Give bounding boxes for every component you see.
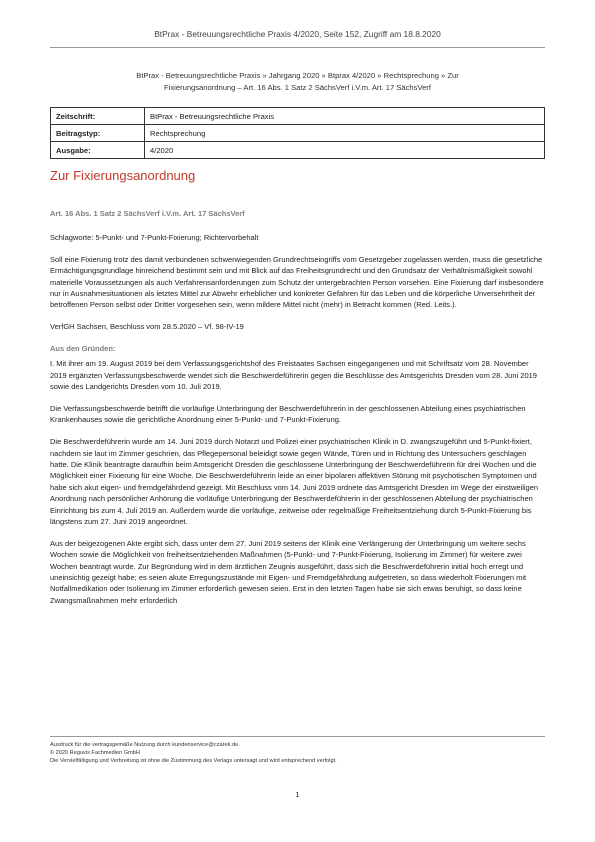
metadata-row-journal — [51, 108, 545, 125]
breadcrumb-line-2: Fixierungsanordnung – Art. 16 Abs. 1 Satz 2 SächsVerf i.V.m. Art. 17 SächsVerf — [164, 83, 431, 92]
article-title: Zur Fixierungsanordnung — [50, 168, 196, 183]
metadata-table — [50, 107, 545, 159]
header-divider — [50, 47, 545, 48]
norm-reference: Art. 16 Abs. 1 Satz 2 SächsVerf i.V.m. Art. 17 SächsVerf — [50, 209, 245, 218]
body-paragraph: I. Mit ihrer am 19. August 2019 bei dem Verfassungsgerichtshof des Freistaates Sachsen eingegangenen und mit Schriftsatz vom 28. November 2019 ergänzten Verfassungsbeschwerde wendet sich die Beschwerdeführerin gegen die Beschlüsse des Amtsgerichts Dresden vom 28. Juni 2019 sowie des Landgerichts Dresden vom 10. Juli 2019. — [50, 359, 537, 392]
metadata-key: Zeitschrift: — [51, 108, 145, 125]
page-number: 1 — [295, 790, 300, 799]
metadata-value: BtPrax - Betreuungsrechtliche Praxis — [145, 108, 545, 125]
footer — [50, 741, 545, 766]
keywords: Schlagworte: 5-Punkt- und 7-Punkt-Fixierung; Richtervorbehalt — [50, 232, 259, 242]
body-paragraph: Die Verfassungsbeschwerde betrifft die vorläufige Unterbringung der Beschwerdeführerin in der geschlossenen Abteilung eines psychiatrischen Krankenhauses sowie die gerichtliche Anordnung einer 5-Punkt- und 7-Punkt-Fixierung. — [50, 403, 526, 425]
body-paragraph: Aus der beigezogenen Akte ergibt sich, dass unter dem 27. Juni 2019 seitens der Klinik eine Verlängerung der Unterbringung um weitere sechs Wochen sowie die Möglichkeit von freiheitsentziehenden Maßnahmen (5-Punkt- und 7-Punkt-Fixierung, Isolierung im Zimmer) für weitere zwei Wochen beantragt wurde. Zur Begründung wird in dem ärztlichen Zeugnis ausgeführt, dass sich die Beschwerdeführerin initial hoch erregt und uneinsichtig gezeigt habe; es seien akute Erregungszustände mit Eigen- und Fremdgefährdung aufgetreten, so dass wiederholt Fixierungen mit Notfallmedikation oder Isolierung im Zimmer erforderlich gewesen seien. Erst in den letzten Tagen habe sie sich etwas beruhigt, so dass keine Zwangsmaßnahmen mehr erforderlich — [50, 538, 527, 605]
footer-divider — [50, 736, 545, 737]
metadata-value: Rechtsprechung — [145, 125, 545, 142]
footer-copyright: © 2020 Reguvis Fachmedien GmbH — [50, 750, 140, 757]
metadata-row-issue — [51, 142, 545, 159]
metadata-row-type — [51, 125, 545, 142]
footer-usage-note: Ausdruck für die vertragsgemäße Nutzung durch kundenservice@czarek.de. — [50, 742, 240, 748]
running-header: BtPrax - Betreuungsrechtliche Praxis 4/2020, Seite 152, Zugriff am 18.8.2020 — [154, 29, 441, 39]
reasons-heading: Aus den Gründen: — [50, 343, 116, 353]
metadata-value: 4/2020 — [145, 142, 545, 159]
article-body — [50, 208, 545, 617]
footer-legal-notice: Die Vervielfältigung und Verbreitung ist ohne die Zustimmung des Verlags untersagt und wird entsprechend verfolgt. — [50, 758, 337, 765]
breadcrumb-line-1: BtPrax - Betreuungsrechtliche Praxis » Jahrgang 2020 » Btprax 4/2020 » Rechtsprechung » Zur — [136, 71, 459, 80]
body-paragraph: Die Beschwerdeführerin wurde am 14. Juni 2019 durch Notarzt und Polizei einer psychiatrischen Klinik in D. zwangszugeführt und 5-Punkt-fixiert, nachdem sie laut im Zimmer geschrien, das Pflegepersonal beleidigt sowie gegen Wände, Türen und in Richtung des Untersuchers geschlagen hatte. Die Klinik beantragte daraufhin beim Amtsgericht Dresden die geschlossene Unterbringung der Beschwerdeführerin für drei Wochen und die Möglichkeit einer Fixierung für eine Woche. Die Beschwerdeführerin leide an einer bipolaren affektiven Störung mit psychotischen Symptomen und habe sich akut eigen- und fremdgefährdend gezeigt. Mit Beschluss vom 14. Juni 2019 ordnete das Amtsgericht Dresden im Wege der einstweiligen Anordnung nach persönlicher Anhörung die vorläufige Unterbringung der Beschwerdeführerin in der geschlossenen Abteilung der psychiatrischen Einrichtung bis zum 4. Juli 2019 an. Außerdem wurde die vorläufige, zeitweise oder regelmäßige Freiheitsentziehung durch 5-Punkt-Fixierung bis längstens zum 27. Juni 2019 angeordnet. — [50, 437, 539, 526]
breadcrumb — [60, 70, 535, 94]
court-citation: VerfGH Sachsen, Beschluss vom 28.5.2020 – Vf. 98-IV-19 — [50, 322, 244, 332]
headnote: Soll eine Fixierung trotz des damit verbundenen schwerwiegenden Grundrechtseingriffs vom Gesetzgeber zugelassen werden, muss die gesetzliche Ermächtigungsgrundlage hinreichend bestimmt sein und mit Blick auf das Freiheitsgrundrecht und den Grundsatz der Verhältnismäßigkeit sowohl materielle Voraussetzungen als auch Verfahrensanforderungen zum Schutz der untergebrachten Person vorsehen. Eine Fixierung darf insbesondere nur in Ausnahmesituationen als letztes Mittel zur Abwehr erheblicher und konkreter Gefahren für das Leben und die körperliche Unversehrtheit der betroffenen Person selbst oder Dritter vorgesehen sein, wenn mildere Mittel nicht (mehr) in Betracht kommen (Red. Leits.). — [50, 254, 544, 310]
metadata-key: Beitragstyp: — [51, 125, 145, 142]
metadata-key: Ausgabe: — [51, 142, 145, 159]
